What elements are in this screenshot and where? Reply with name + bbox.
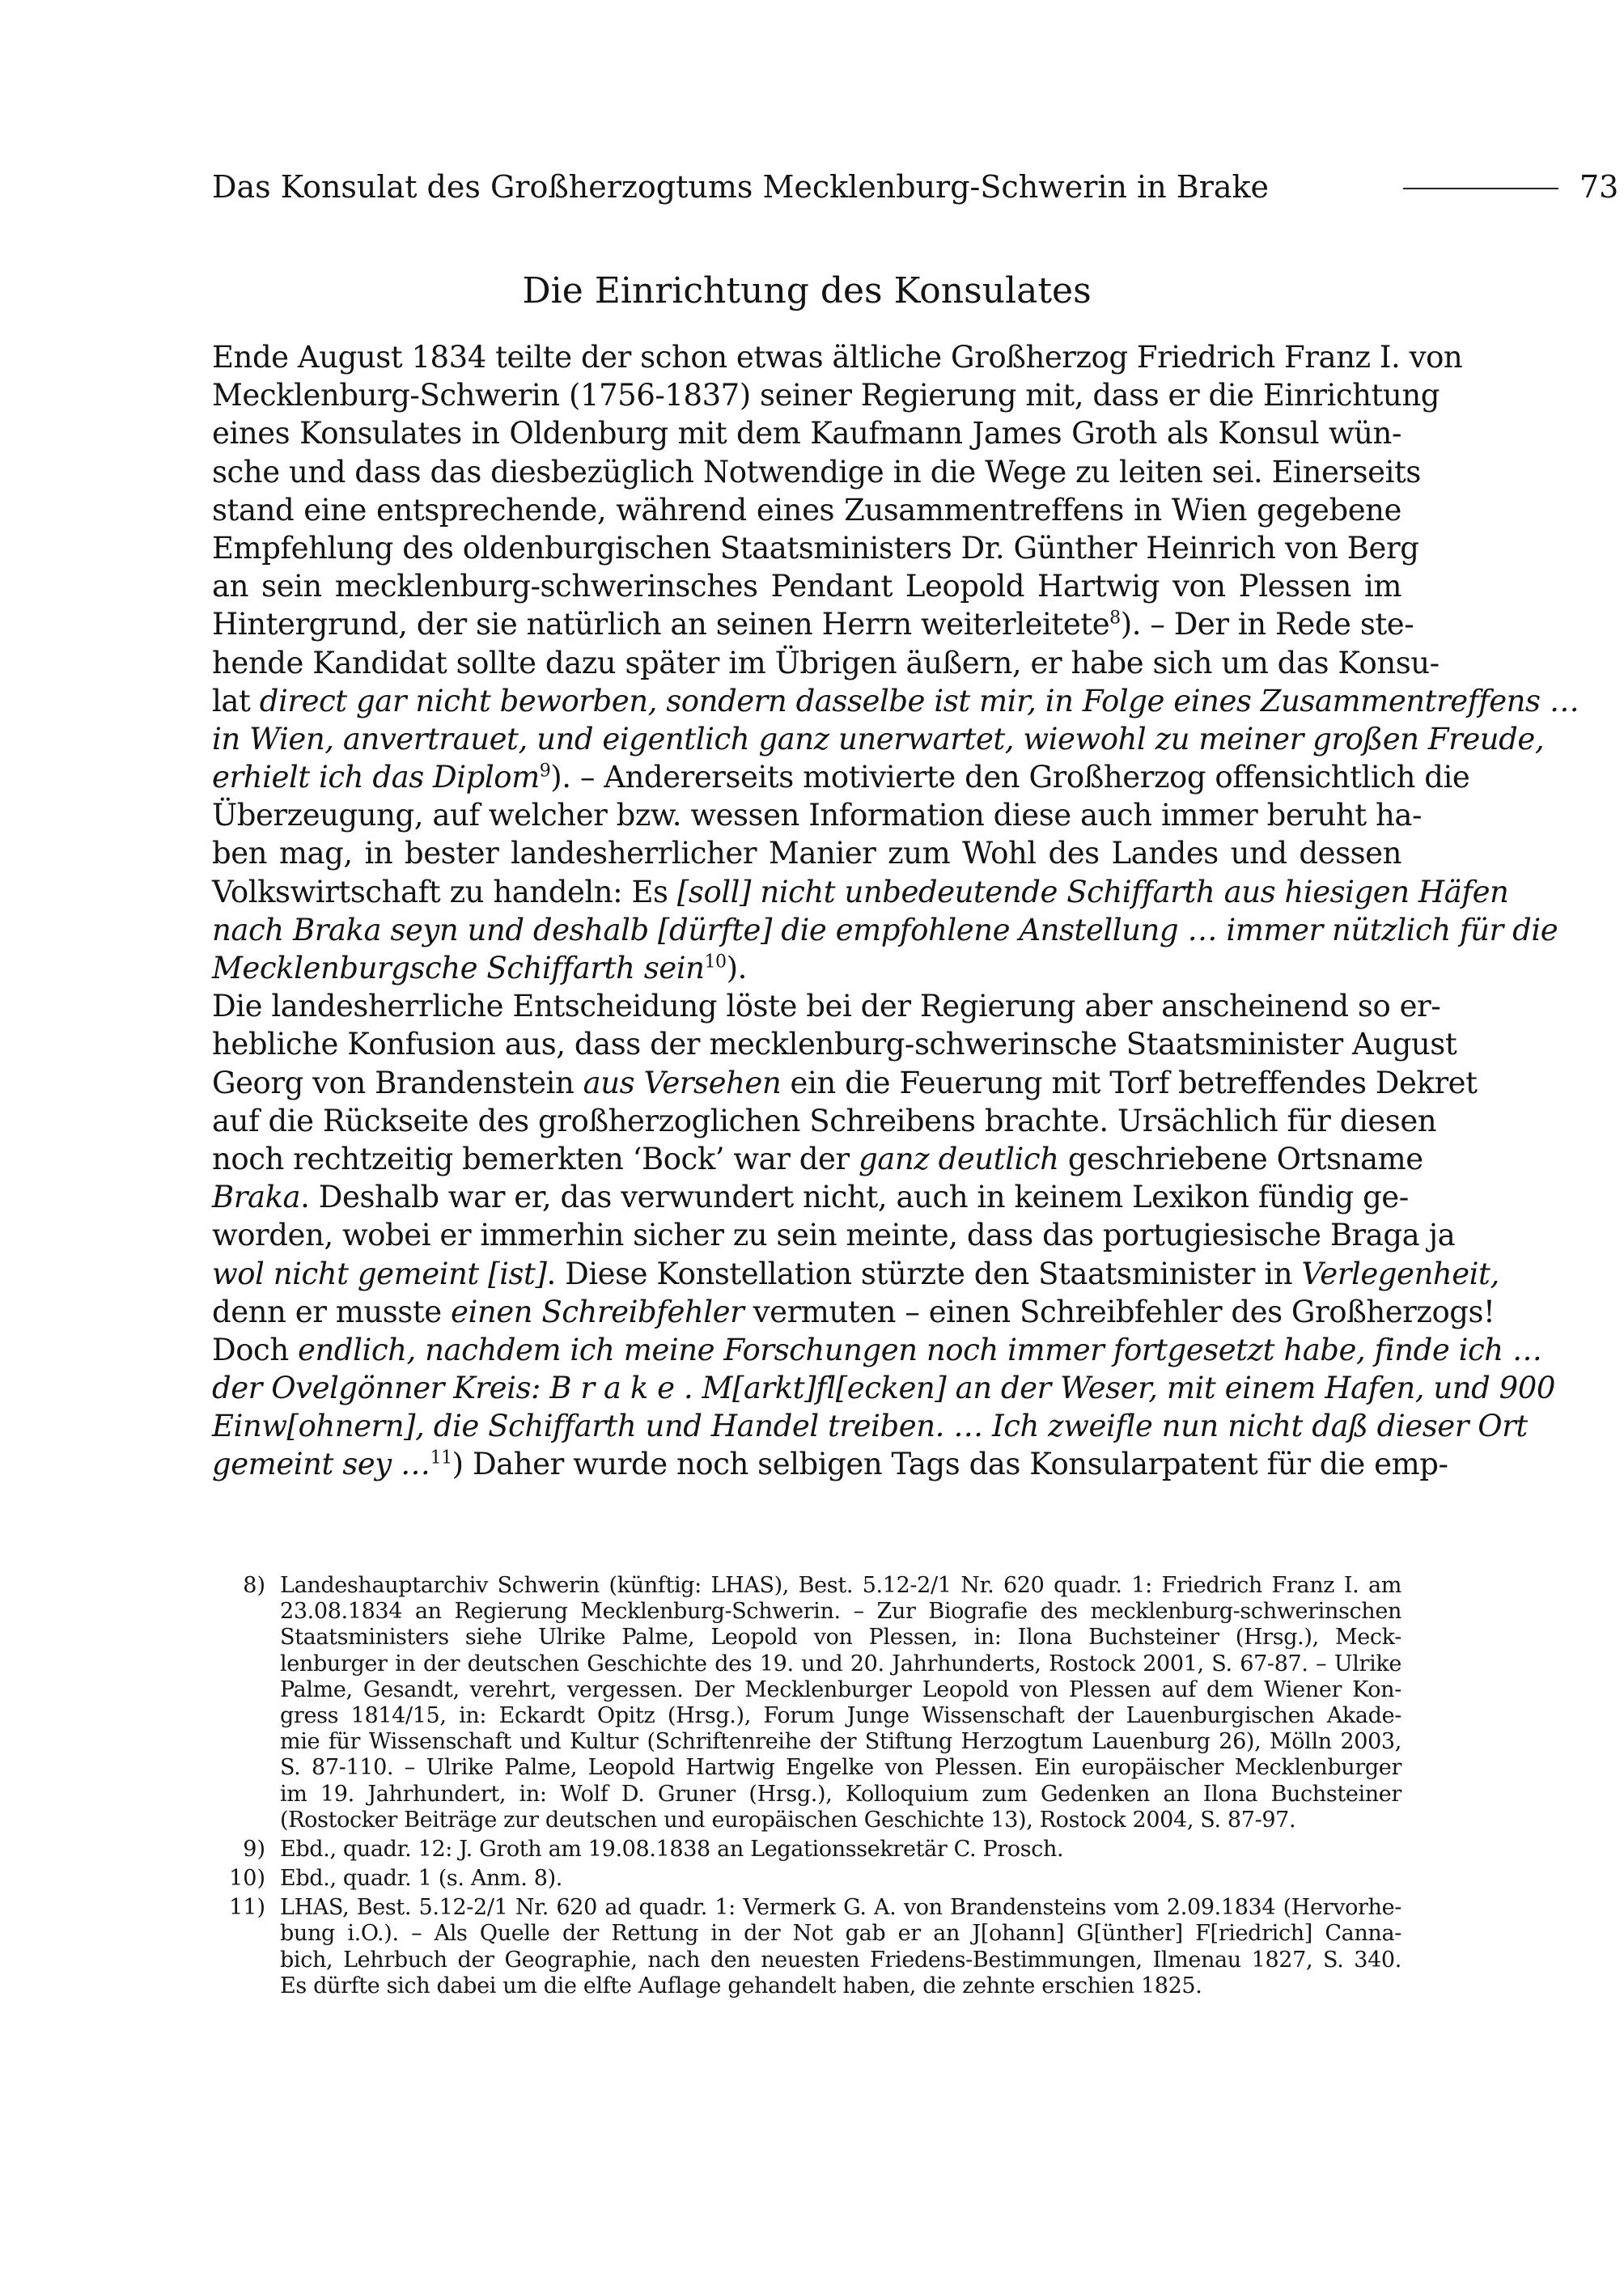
footnote-ref: 11: [430, 1448, 452, 1469]
body-line: Volkswirtschaft zu handeln: Es [soll] nicht unbedeutende Schiffarth aus hiesigen Häfen: [212, 874, 1509, 909]
footnote-line: Landeshauptarchiv Schwerin (künftig: LHAS), Best. 5.12-2/1 Nr. 620 quadr. 1: Friedrich Franz I. am: [280, 1573, 1401, 1598]
body-line: erhielt ich das Diplom$^9$). – Andererseits motivierte den Großherzog offensichtlich die: [212, 760, 1470, 795]
footnote-line: bung i.O.). – Als Quelle der Rettung in der Not gab er an J[ohann] G[ünther] F[riedrich] Canna-: [280, 1921, 1401, 1947]
footnote-11: [212, 1895, 1401, 1999]
footnote-10: [212, 1866, 1401, 1892]
body-line: Die landesherrliche Entscheidung löste bei der Regierung aber anscheinend so er-: [212, 989, 1441, 1024]
body-line: stand eine entsprechende, während eines Zusammentreffens in Wien gegebene: [212, 492, 1401, 528]
footnote-ref: 8: [1109, 608, 1121, 629]
footnote-line: mie für Wissenschaft und Kultur (Schriftenreihe der Stiftung Herzogtum Lauenburg 26), Mölln 2003,: [280, 1729, 1401, 1755]
body-line: Überzeugung, auf welcher bzw. wessen Information diese auch immer beruht ha-: [212, 798, 1423, 833]
footnote-number: 10): [229, 1866, 265, 1892]
footnote-ref: 9: [539, 761, 551, 782]
quotation: gemeint sey …: [212, 1447, 430, 1482]
footnote-line: Palme, Gesandt, verehrt, vergessen. Der Mecklenburger Leopold von Plessen auf dem Wiener Kon-: [280, 1676, 1401, 1702]
body-line: [212, 911, 1558, 949]
footnote-number: 11): [229, 1895, 265, 1921]
page-number: 73: [1579, 169, 1619, 205]
body-line: [212, 720, 1545, 758]
body-line: [212, 1369, 1555, 1407]
quotation: nach Braka seyn und deshalb [dürfte] die empfohlene Anstellung … immer nützlich für die: [212, 912, 1558, 947]
quotation: ganz deutlich: [859, 1141, 1059, 1176]
body-line: Mecklenburg-Schwerin (1756-1837) seiner Regierung mit, dass er die Einrichtung: [212, 378, 1440, 413]
body-line: Braka. Deshalb war er, das verwundert nicht, auch in keinem Lexikon fündig ge-: [212, 1180, 1409, 1215]
body-line: hebliche Konfusion aus, dass der mecklenburg-schwerinsche Staatsminister August: [212, 1027, 1457, 1062]
footnote-line: im 19. Jahrhundert, in: Wolf D. Gruner (Hrsg.), Kolloquium zum Gedenken an Ilona Buchsteiner: [280, 1781, 1401, 1807]
body-line: an sein mecklenburg-schwerinsches Pendant Leopold Hartwig von Plessen im: [212, 569, 1401, 604]
footnote-line: (Rostocker Beiträge zur deutschen und europäischen Geschichte 13), Rostock 2004, S. 87-97.: [280, 1807, 1296, 1833]
body-line: Ende August 1834 teilte der schon etwas ältliche Großherzog Friedrich Franz I. von: [212, 340, 1463, 375]
quotation: der Ovelgönner Kreis: B r a k e . M[arkt]fl[ecken] an der Weser, mit einem Hafen, und 900: [212, 1371, 1555, 1406]
body-line: Mecklenburgsche Schiffarth sein$^{10}$).: [212, 951, 747, 985]
footnote-line: Staatsministers siehe Ulrike Palme, Leopold von Plessen, in: Ilona Buchsteiner (Hrsg.), Meck-: [280, 1625, 1401, 1651]
body-line: wol nicht gemeint [ist]. Diese Konstellation stürzte den Staatsminister in Verlegenheit,: [212, 1256, 1499, 1291]
footnote-line: bich, Lehrbuch der Geographie, nach den neuesten Friedens-Bestimmungen, Ilmenau 1827, S. 340.: [280, 1947, 1401, 1973]
footnote-line: LHAS, Best. 5.12-2/1 Nr. 620 ad quadr. 1: Vermerk G. A. von Brandensteins vom 2.09.1834 (Hervorhe-: [280, 1895, 1401, 1921]
running-header: [212, 167, 1619, 207]
body-line: worden, wobei er immerhin sicher zu sein meinte, dass das portugiesische Braga ja: [212, 1218, 1456, 1253]
quotation: wol nicht gemeint [ist]: [212, 1256, 547, 1291]
quotation: aus Versehen: [583, 1065, 782, 1100]
quotation: in Wien, anvertrauet, und eigentlich ganz unerwartet, wiewohl zu meiner großen Freude,: [212, 721, 1545, 757]
body-line: lat direct gar nicht beworben, sondern dasselbe ist mir, in Folge eines Zusammentreffens …: [212, 683, 1579, 718]
body-line: denn er musste einen Schreibfehler vermuten – einen Schreibfehler des Großherzogs!: [212, 1294, 1495, 1329]
quotation: endlich, nachdem ich meine Forschungen noch immer fortgesetzt habe, finde ich …: [298, 1332, 1542, 1367]
footnote-line: Es dürfte sich dabei um die elfte Auflage gehandelt haben, die zehnte erschien 1825.: [280, 1973, 1202, 1998]
quotation: Braka: [212, 1180, 301, 1215]
quotation: erhielt ich das Diplom: [212, 760, 540, 795]
footnote-ref: 10: [704, 952, 727, 973]
body-line: [212, 1407, 1528, 1445]
body-line: Empfehlung des oldenburgischen Staatsministers Dr. Günther Heinrich von Berg: [212, 530, 1419, 566]
footnote-line: 23.08.1834 an Regierung Mecklenburg-Schwerin. – Zur Biografie des mecklenburg-schwerinschen: [280, 1599, 1401, 1625]
quotation: Verlegenheit,: [1301, 1256, 1499, 1291]
footnote-number: 9): [243, 1836, 265, 1862]
quotation: einen Schreibfehler: [451, 1294, 744, 1329]
footnote-8: [212, 1573, 1401, 1833]
body-line: eines Konsulates in Oldenburg mit dem Kaufmann James Groth als Konsul wün-: [212, 416, 1401, 451]
quotation: Einw[ohnern], die Schiffarth und Handel treiben. … Ich zweifle nun nicht daß dieser Ort: [212, 1409, 1528, 1444]
quotation: direct gar nicht beworben, sondern dasselbe ist mir, in Folge eines Zusammentreffens …: [259, 683, 1579, 718]
body-line: ben mag, in bester landesherrlicher Manier zum Wohl des Landes und dessen: [212, 836, 1401, 871]
header-rule: [1403, 188, 1558, 189]
section-title: Die Einrichtung des Konsulates: [522, 270, 1092, 312]
body-line: Georg von Brandenstein aus Versehen ein die Feuerung mit Torf betreffendes Dekret: [212, 1065, 1478, 1100]
footnote-line: gress 1814/15, in: Eckardt Opitz (Hrsg.), Forum Junge Wissenschaft der Lauenburgischen Akade-: [280, 1702, 1401, 1728]
body-line: hende Kandidat sollte dazu später im Übrigen äußern, er habe sich um das Konsu-: [212, 645, 1440, 680]
running-header-title: Das Konsulat des Großherzogtums Mecklenburg-Schwerin in Brake: [212, 169, 1270, 205]
footnote-number: 8): [243, 1573, 265, 1598]
footnotes: [212, 1573, 1401, 1999]
quotation: [soll] nicht unbedeutende Schiffarth aus hiesigen Häfen: [676, 874, 1509, 909]
body-line: Doch endlich, nachdem ich meine Forschungen noch immer fortgesetzt habe, finde ich …: [212, 1332, 1542, 1367]
body-line: gemeint sey …$^{11}$) Daher wurde noch selbigen Tags das Konsularpatent für die emp-: [212, 1447, 1448, 1482]
body-text: [212, 338, 1579, 1484]
body-line: auf die Rückseite des großherzoglichen Schreibens brachte. Ursächlich für diesen: [212, 1103, 1437, 1138]
footnote-line: lenburger in der deutschen Geschichte des 19. und 20. Jahrhunderts, Rostock 2001, S. 67-87. – Ulrike: [280, 1651, 1401, 1676]
footnote-9: [212, 1837, 1401, 1863]
body-line: Hintergrund, der sie natürlich an seinen Herrn weiterleitete$^8$). – Der in Rede ste-: [212, 607, 1414, 642]
footnote-line: S. 87-110. – Ulrike Palme, Leopold Hartwig Engelke von Plessen. Ein europäischer Mecklenburger: [280, 1755, 1401, 1781]
body-line: sche und dass das diesbezüglich Notwendige in die Wege zu leiten sei. Einerseits: [212, 454, 1421, 490]
quotation: Mecklenburgsche Schiffarth sein: [212, 951, 705, 985]
footnote-line: Ebd., quadr. 12: J. Groth am 19.08.1838 an Legationssekretär C. Prosch.: [280, 1836, 1064, 1862]
footnote-line: Ebd., quadr. 1 (s. Anm. 8).: [280, 1866, 562, 1892]
body-line: noch rechtzeitig bemerkten ‘Bock’ war der ganz deutlich geschriebene Ortsname: [212, 1141, 1423, 1176]
